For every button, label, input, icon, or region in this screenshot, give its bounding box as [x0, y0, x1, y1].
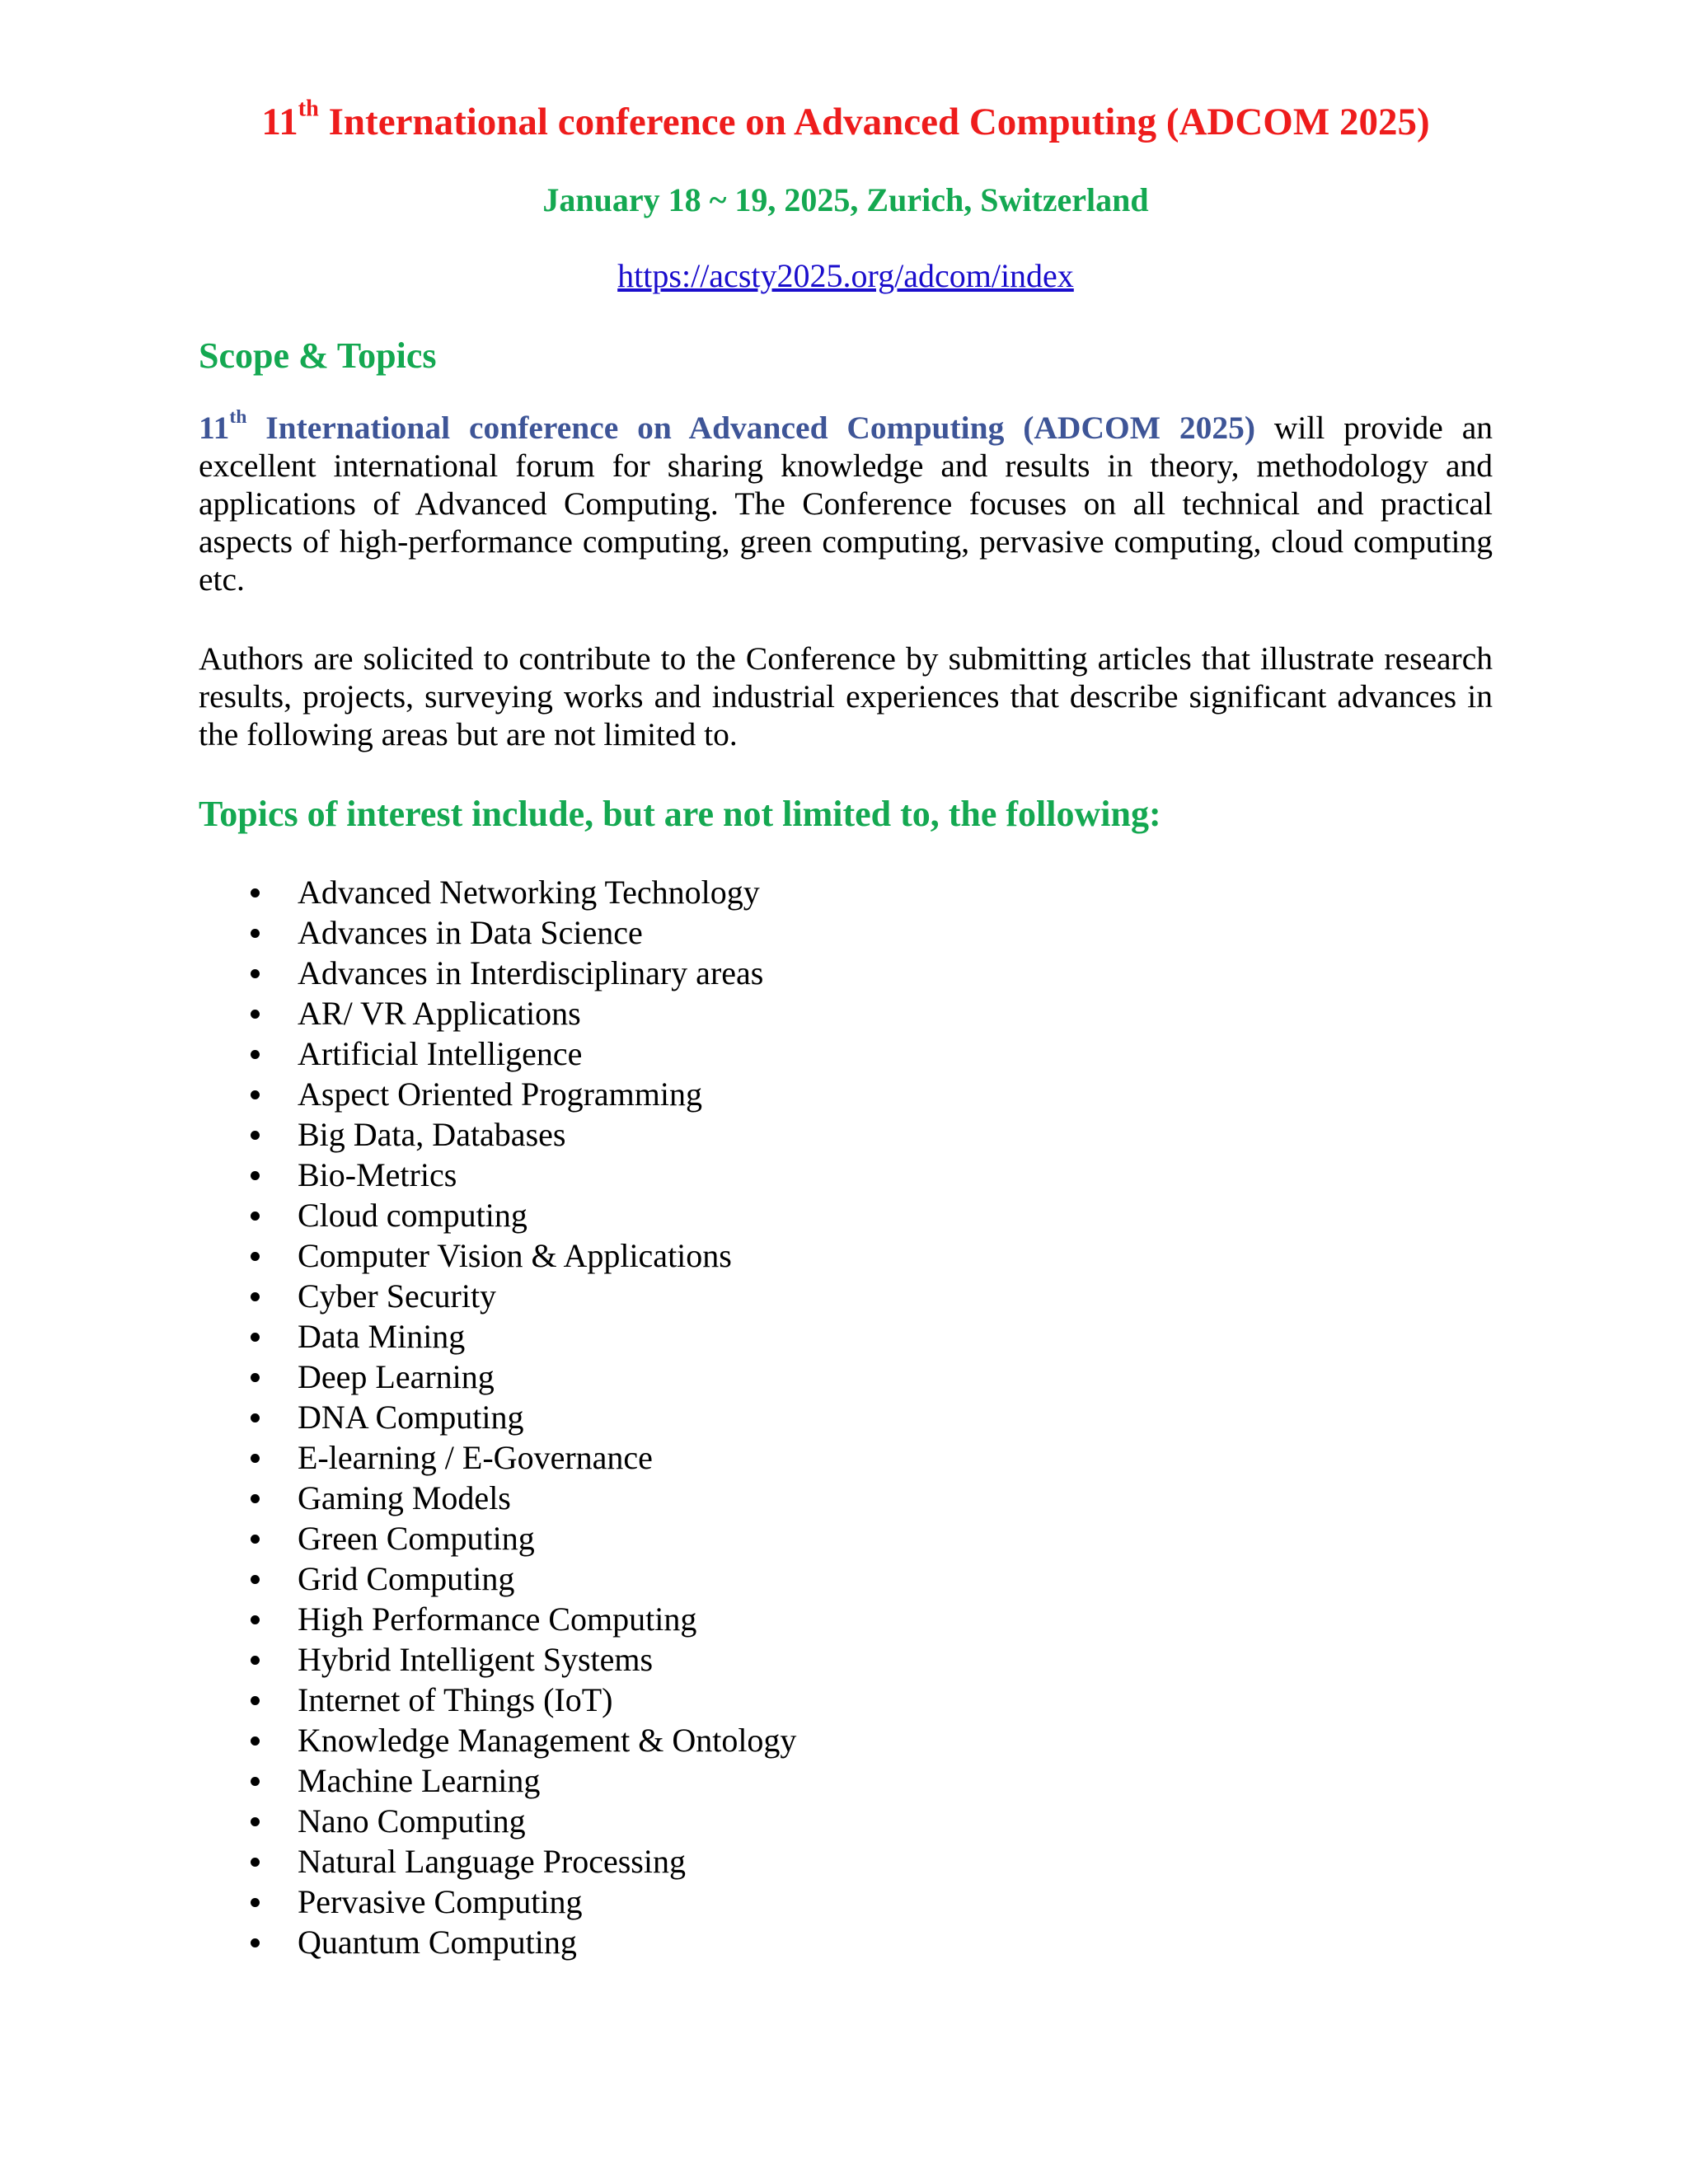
topic-item [199, 872, 796, 912]
bullet-icon [251, 1817, 260, 1826]
topics-list [199, 872, 796, 1962]
topic-item [199, 1397, 796, 1437]
authors-paragraph: Authors are solicited to contribute to the Conference by submitting articles that illustrate research results, projects, surveying works and industrial experiences that describe significant advances in the following areas but are not limited to. [199, 640, 1493, 752]
topic-item [199, 1760, 796, 1801]
topic-item [199, 953, 796, 993]
bullet-icon [251, 929, 260, 938]
topic-label: Knowledge Management & Ontology [298, 1722, 797, 1759]
bullet-icon [251, 1656, 260, 1665]
topic-label: Cyber Security [298, 1277, 497, 1315]
bullet-icon [251, 1494, 260, 1503]
topic-label: Machine Learning [298, 1762, 541, 1799]
topic-item [199, 1114, 796, 1155]
topic-label: E-learning / E-Governance [298, 1439, 653, 1476]
topic-item [199, 1033, 796, 1074]
bullet-icon [251, 1454, 260, 1463]
lead-number: 11 [199, 410, 230, 446]
bullet-icon [251, 1938, 260, 1947]
topic-item [199, 1518, 796, 1558]
topic-label: Green Computing [298, 1520, 535, 1557]
topic-label: Grid Computing [298, 1560, 515, 1597]
bullet-icon [251, 1696, 260, 1705]
scope-heading: Scope & Topics [199, 335, 437, 376]
topic-label: Bio-Metrics [298, 1156, 457, 1193]
bullet-icon [251, 1615, 260, 1624]
bullet-icon [251, 1171, 260, 1180]
topic-item [199, 1195, 796, 1235]
bullet-icon [251, 1535, 260, 1544]
topic-label: Aspect Oriented Programming [298, 1076, 702, 1113]
lead-text: International conference on Advanced Computing (ADCOM 2025) [246, 410, 1255, 446]
topic-item [199, 1841, 796, 1882]
topic-item [199, 1155, 796, 1195]
lead-ordinal-suffix: th [229, 406, 247, 429]
topic-item [199, 993, 796, 1033]
bullet-icon [251, 1736, 260, 1746]
topic-item [199, 1478, 796, 1518]
topic-item [199, 1882, 796, 1922]
conference-url [199, 251, 1493, 302]
topic-label: Nano Computing [298, 1802, 526, 1840]
conference-title [199, 89, 1493, 155]
topic-label: DNA Computing [298, 1399, 524, 1436]
bullet-icon [251, 1212, 260, 1221]
topic-label: Big Data, Databases [298, 1116, 566, 1153]
topic-item [199, 1680, 796, 1720]
bullet-icon [251, 1292, 260, 1301]
topic-item [199, 1357, 796, 1397]
title-text: International conference on Advanced Computing (ADCOM 2025) [318, 101, 1430, 143]
topic-item [199, 1276, 796, 1316]
bullet-icon [251, 969, 260, 978]
topic-label: Quantum Computing [298, 1924, 577, 1961]
topic-item [199, 1437, 796, 1478]
topic-label: Data Mining [298, 1318, 466, 1355]
scope-paragraph [199, 406, 1493, 598]
topic-item [199, 1235, 796, 1276]
topics-heading: Topics of interest include, but are not limited to, the following: [199, 794, 1161, 834]
topic-label: Internet of Things (IoT) [298, 1681, 613, 1718]
topic-item [199, 1639, 796, 1680]
title-ordinal-suffix: th [298, 96, 319, 122]
topic-item [199, 912, 796, 953]
bullet-icon [251, 1131, 260, 1140]
topic-item [199, 1074, 796, 1114]
topic-label: AR/ VR Applications [298, 995, 581, 1032]
topic-label: Gaming Models [298, 1479, 511, 1516]
scope-paragraph-text: will provide an excellent international forum for sharing knowledge and results in theory, methodology and applications of Advanced Computing. The Conference focuses on all technical and practical aspects of high-performance computing, green computing, pervasive computing, cloud computing etc. [199, 410, 1493, 598]
topic-label: High Performance Computing [298, 1601, 697, 1638]
bullet-icon [251, 1050, 260, 1059]
bullet-icon [251, 1858, 260, 1867]
bullet-icon [251, 1252, 260, 1261]
bullet-icon [251, 1010, 260, 1019]
topic-item [199, 1599, 796, 1639]
topic-label: Computer Vision & Applications [298, 1237, 732, 1274]
bullet-icon [251, 1373, 260, 1382]
topic-label: Artificial Intelligence [298, 1035, 583, 1072]
bullet-icon [251, 1898, 260, 1907]
topic-label: Deep Learning [298, 1358, 495, 1395]
topic-label: Hybrid Intelligent Systems [298, 1641, 654, 1678]
topic-item [199, 1720, 796, 1760]
topic-item [199, 1558, 796, 1599]
conference-link[interactable]: https://acsty2025.org/adcom/index [617, 257, 1074, 294]
bullet-icon [251, 1575, 260, 1584]
topic-label: Advances in Interdisciplinary areas [298, 954, 764, 991]
topic-item [199, 1801, 796, 1841]
topic-label: Pervasive Computing [298, 1883, 583, 1920]
scope-lead [199, 406, 1255, 446]
date-location: January 18 ~ 19, 2025, Zurich, Switzerland [542, 181, 1149, 218]
title-number: 11 [261, 101, 298, 143]
bullet-icon [251, 1333, 260, 1342]
topic-item [199, 1316, 796, 1357]
bullet-icon [251, 1413, 260, 1422]
topic-label: Cloud computing [298, 1197, 528, 1234]
bullet-icon [251, 1777, 260, 1786]
bullet-icon [251, 888, 260, 898]
topic-label: Natural Language Processing [298, 1843, 686, 1880]
topic-item [199, 1922, 796, 1962]
topic-label: Advanced Networking Technology [298, 874, 760, 911]
topic-label: Advances in Data Science [298, 914, 643, 951]
bullet-icon [251, 1090, 260, 1099]
